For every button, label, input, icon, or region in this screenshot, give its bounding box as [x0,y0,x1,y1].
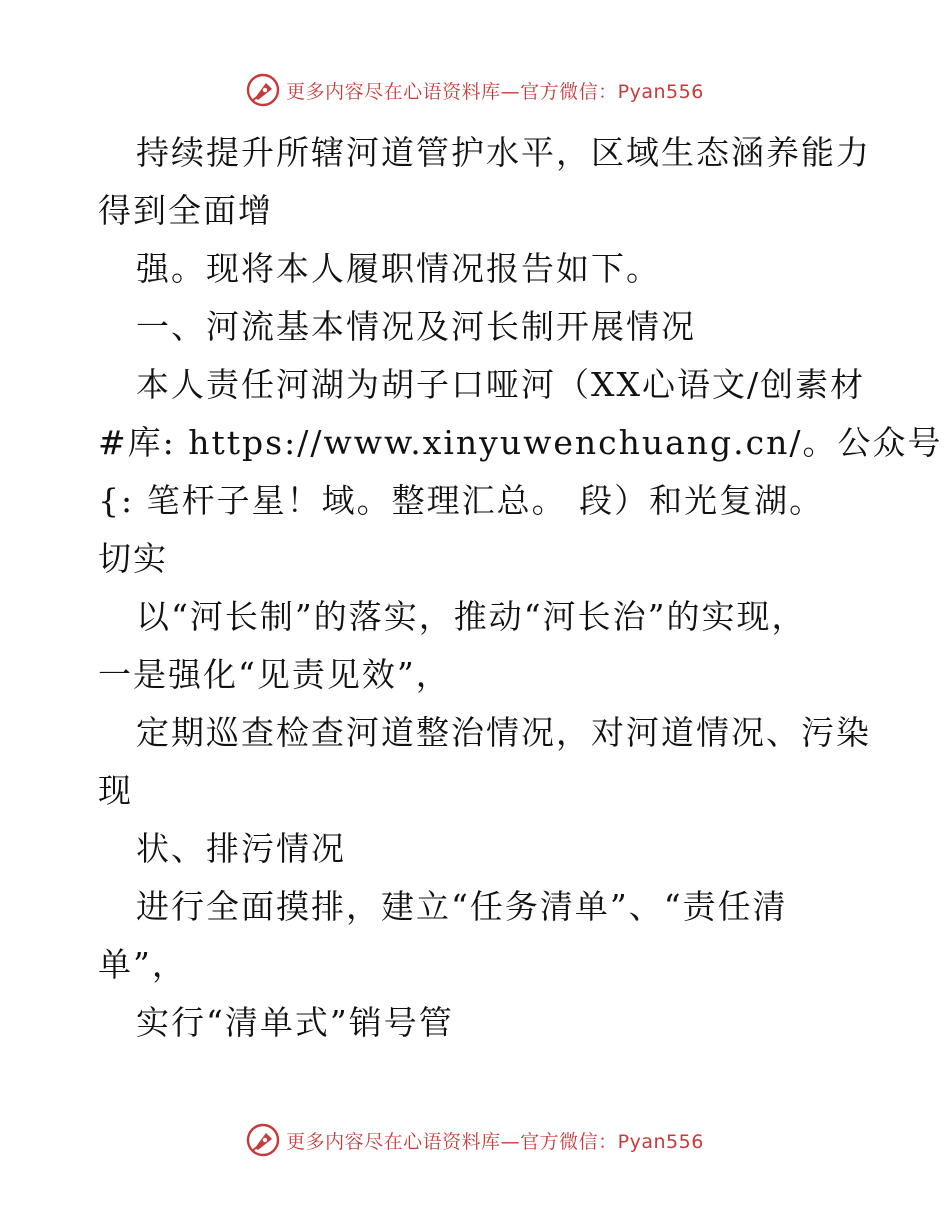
text-line: 定期巡查检查河道整治情况，对河道情况、污染 [136,713,871,752]
text-line: 现 [98,771,133,810]
text-line: 实行“清单式”销号管 [136,1003,454,1042]
document-body [98,124,943,1052]
watermark-text: 更多内容尽在心语资料库—官方微信：Pyan556 [286,1130,704,1153]
text-line: 强。现将本人履职情况报告如下。 [136,249,661,288]
text-line: 得到全面增 [98,191,273,230]
text-line: 单”， [98,945,187,984]
text-line: 进行全面摸排，建立“任务清单”、“责任清 [136,887,788,926]
text-line: {: 笔杆子星！域。整理汇总。 段）和光复湖。 [98,481,825,520]
text-line: 持续提升所辖河道管护水平，区域生态涵养能力 [136,133,871,172]
watermark-text: 更多内容尽在心语资料库—官方微信：Pyan556 [286,80,704,103]
header-watermark [0,70,950,110]
text-line: 以“河长制”的落实，推动“河长治”的实现， [136,597,807,636]
text-line: 切实 [98,539,168,578]
footer-watermark [0,1120,950,1160]
section-heading: 一、河流基本情况及河长制开展情况 [136,307,696,346]
pen-nib-logo-icon [246,1123,280,1157]
text-line: 一是强化“见责见效”， [98,655,451,694]
text-line: #库: https://www.xinyuwenchuang.cn/。公众号 [98,423,943,462]
text-line: 状、排污情况 [136,829,346,868]
text-line: 本人责任河湖为胡子口哑河（XX心语文/创素材 [136,365,866,404]
pen-nib-logo-icon [246,73,280,107]
